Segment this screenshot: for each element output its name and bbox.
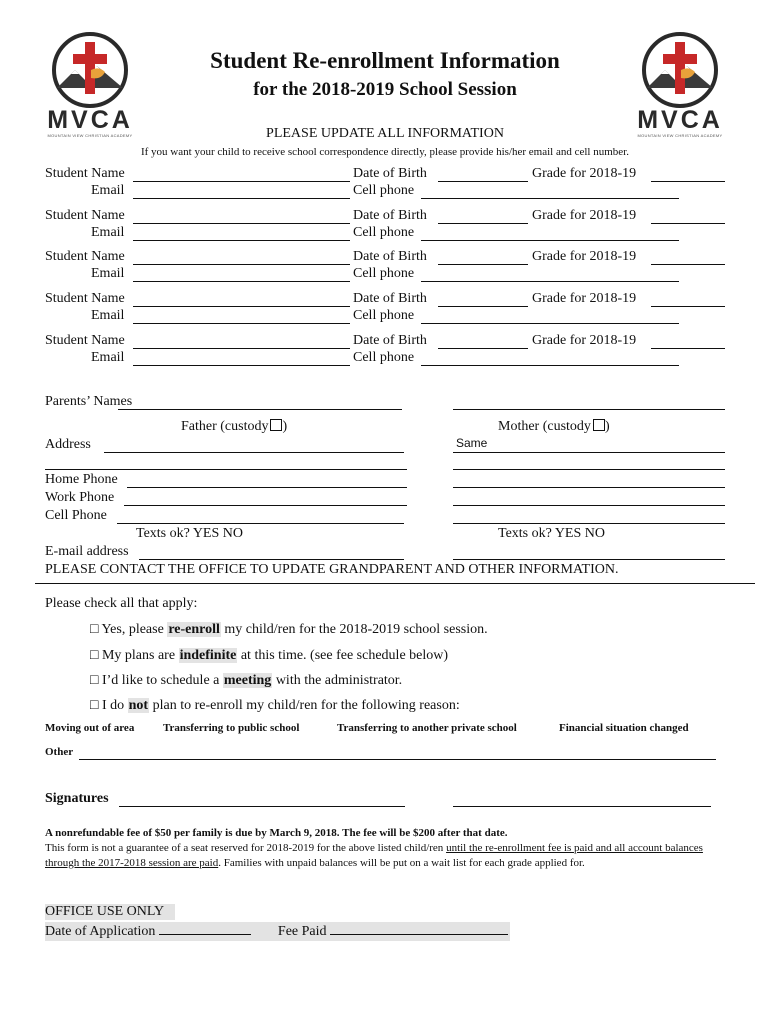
work-phone-label: Work Phone xyxy=(45,490,115,505)
email-line[interactable] xyxy=(133,240,350,241)
dob-label: Date of Birth xyxy=(353,291,427,306)
address-label: Address xyxy=(45,437,91,452)
dob-line[interactable] xyxy=(438,348,528,349)
option-not-re-enroll[interactable]: □ I do not plan to re-enroll my child/ren for the following reason: xyxy=(90,698,460,713)
other-line[interactable] xyxy=(79,759,716,760)
logo-subtitle: MOUNTAIN VIEW CHRISTIAN ACADEMY xyxy=(637,133,723,138)
father-custody-label: Father (custody ) xyxy=(181,419,288,434)
father-address-line-2[interactable] xyxy=(45,469,407,470)
grade-line[interactable] xyxy=(651,348,725,349)
fee-terms: This form is not a guarantee of a seat reserved for 2018-2019 for the above listed child/ren until the re-enrollment fee is paid and all account balances through the 2017-2018 session are paid. Families with unpaid balances will be put on a wait list for each grade applied for. xyxy=(45,842,703,869)
cell-phone-label: Cell phone xyxy=(353,266,415,281)
date-of-application-line[interactable] xyxy=(159,922,251,935)
email-label: Email xyxy=(91,308,125,323)
reason-public-school[interactable]: Transferring to public school xyxy=(163,722,300,734)
mother-home-phone-line[interactable] xyxy=(453,487,725,488)
dob-label: Date of Birth xyxy=(353,208,427,223)
dob-label: Date of Birth xyxy=(353,333,427,348)
page-subtitle: for the 2018-2019 School Session xyxy=(253,79,517,100)
logo-subtitle: MOUNTAIN VIEW CHRISTIAN ACADEMY xyxy=(47,133,133,138)
mother-custody-label: Mother (custody ) xyxy=(498,419,610,434)
fee-paid-label: Fee Paid xyxy=(277,924,327,939)
student-name-label: Student Name xyxy=(45,166,125,181)
mother-cell-phone-line[interactable] xyxy=(453,523,725,524)
reason-private-school[interactable]: Transferring to another private school xyxy=(337,722,517,734)
grade-label: Grade for 2018-19 xyxy=(532,166,637,181)
fee-paid-line[interactable] xyxy=(330,922,508,935)
reason-financial[interactable]: Financial situation changed xyxy=(559,722,689,734)
father-name-line[interactable] xyxy=(118,409,402,410)
father-home-phone-line[interactable] xyxy=(127,487,407,488)
option-re-enroll[interactable]: □ Yes, please re-enroll my child/ren for the 2018-2019 school session. xyxy=(90,622,488,637)
update-notice: PLEASE UPDATE ALL INFORMATION xyxy=(266,126,504,141)
student-name-line[interactable] xyxy=(133,223,350,224)
dob-line[interactable] xyxy=(438,264,528,265)
grade-label: Grade for 2018-19 xyxy=(532,291,637,306)
logo-text: MVCA xyxy=(47,106,133,134)
date-of-application-label: Date of Application xyxy=(45,924,156,939)
page-title: Student Re-enrollment Information xyxy=(210,48,560,73)
mother-email-line[interactable] xyxy=(453,559,725,560)
cell-phone-label: Cell phone xyxy=(353,308,415,323)
office-use-heading: OFFICE USE ONLY xyxy=(45,904,175,920)
cell-phone-label: Cell phone xyxy=(353,183,415,198)
cell-phone-label: Cell Phone xyxy=(45,508,107,523)
email-label: Email xyxy=(91,350,125,365)
correspondence-note: If you want your child to receive school correspondence directly, please provide his/her email and cell number. xyxy=(140,146,629,158)
student-name-label: Student Name xyxy=(45,291,125,306)
checkbox-icon[interactable]: □ xyxy=(90,673,99,688)
father-custody-checkbox[interactable] xyxy=(270,419,282,431)
checks-heading: Please check all that apply: xyxy=(45,596,198,611)
grade-line[interactable] xyxy=(651,181,725,182)
other-label: Other xyxy=(45,746,74,758)
mother-texts-ok[interactable]: Texts ok? YES NO xyxy=(498,526,605,541)
email-label: Email xyxy=(91,183,125,198)
dob-line[interactable] xyxy=(438,181,528,182)
student-name-line[interactable] xyxy=(133,181,350,182)
cell-phone-line[interactable] xyxy=(421,240,679,241)
email-line[interactable] xyxy=(133,365,350,366)
signature-line-1[interactable] xyxy=(119,806,405,807)
grade-line[interactable] xyxy=(651,264,725,265)
cell-phone-line[interactable] xyxy=(421,365,679,366)
grade-label: Grade for 2018-19 xyxy=(532,208,637,223)
signature-line-2[interactable] xyxy=(453,806,711,807)
grade-line[interactable] xyxy=(651,223,725,224)
mother-address-line[interactable] xyxy=(453,452,725,453)
signatures-label: Signatures xyxy=(45,791,109,806)
checkbox-icon[interactable]: □ xyxy=(90,698,99,713)
contact-office-notice: PLEASE CONTACT THE OFFICE TO UPDATE GRANDPARENT AND OTHER INFORMATION. xyxy=(45,562,619,577)
logo-text: MVCA xyxy=(637,106,723,134)
office-use-row xyxy=(45,922,510,941)
dob-line[interactable] xyxy=(438,223,528,224)
grade-label: Grade for 2018-19 xyxy=(532,333,637,348)
mother-work-phone-line[interactable] xyxy=(453,505,725,506)
student-name-label: Student Name xyxy=(45,333,125,348)
option-indefinite[interactable]: □ My plans are indefinite at this time. (see fee schedule below) xyxy=(90,648,449,663)
student-name-line[interactable] xyxy=(133,348,350,349)
email-label: Email xyxy=(91,225,125,240)
student-name-label: Student Name xyxy=(45,208,125,223)
mother-custody-checkbox[interactable] xyxy=(593,419,605,431)
cell-phone-line[interactable] xyxy=(421,198,679,199)
mother-address-line-2[interactable] xyxy=(453,469,725,470)
dob-line[interactable] xyxy=(438,306,528,307)
reason-moving[interactable]: Moving out of area xyxy=(45,722,135,734)
cell-phone-line[interactable] xyxy=(421,323,679,324)
father-work-phone-line[interactable] xyxy=(124,505,407,506)
father-address-line[interactable] xyxy=(104,452,404,453)
cell-phone-line[interactable] xyxy=(421,281,679,282)
grade-line[interactable] xyxy=(651,306,725,307)
mother-address-value[interactable]: Same xyxy=(456,436,488,450)
option-meeting[interactable]: □ I’d like to schedule a meeting with the administrator. xyxy=(90,673,403,688)
email-label: Email xyxy=(91,266,125,281)
fee-notice: A nonrefundable fee of $50 per family is due by March 9, 2018. The fee will be $200 after that date. xyxy=(45,827,508,839)
parents-names-label: Parents’ Names xyxy=(45,394,133,409)
email-line[interactable] xyxy=(133,323,350,324)
email-line[interactable] xyxy=(133,198,350,199)
section-divider xyxy=(35,583,755,584)
cell-phone-label: Cell phone xyxy=(353,350,415,365)
email-line[interactable] xyxy=(133,281,350,282)
cell-phone-label: Cell phone xyxy=(353,225,415,240)
dob-label: Date of Birth xyxy=(353,166,427,181)
father-email-line[interactable] xyxy=(139,559,404,560)
email-address-label: E-mail address xyxy=(45,544,129,559)
dob-label: Date of Birth xyxy=(353,249,427,264)
checkbox-icon[interactable]: □ xyxy=(90,648,99,663)
mother-name-line[interactable] xyxy=(453,409,725,410)
student-name-line[interactable] xyxy=(133,306,350,307)
father-texts-ok[interactable]: Texts ok? YES NO xyxy=(136,526,243,541)
father-cell-phone-line[interactable] xyxy=(117,523,404,524)
home-phone-label: Home Phone xyxy=(45,472,118,487)
checkbox-icon[interactable]: □ xyxy=(90,622,99,637)
student-name-label: Student Name xyxy=(45,249,125,264)
student-name-line[interactable] xyxy=(133,264,350,265)
grade-label: Grade for 2018-19 xyxy=(532,249,637,264)
